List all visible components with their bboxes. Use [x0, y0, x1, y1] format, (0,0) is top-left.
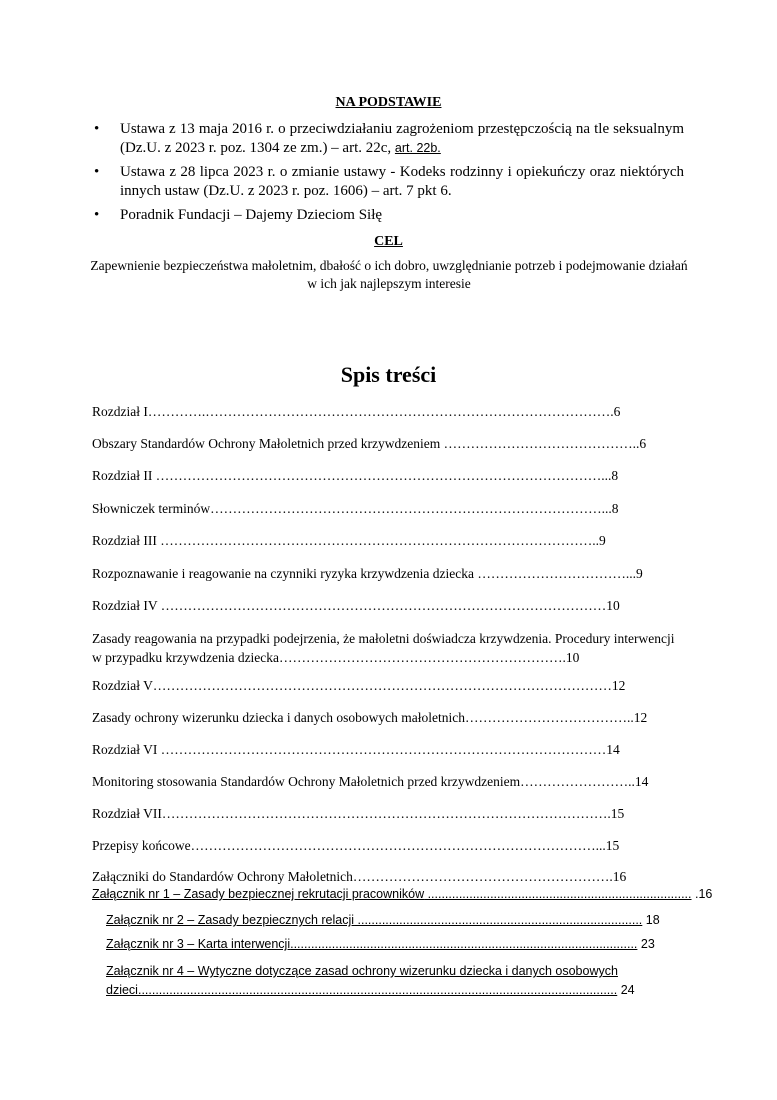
- toc-entry[interactable]: Zasady reagowania na przypadki podejrzenia, że małoletni doświadcza krzywdzenia. Procedury interwencji w przypadku krzywdzenia dziecka……………………………………………………….10: [92, 631, 675, 665]
- attachment-page: 24: [617, 983, 635, 997]
- attachment-dots: ............................................................................: [424, 887, 692, 901]
- bullet-icon: •: [94, 207, 100, 223]
- toc-entry[interactable]: Przepisy końcowe………………………………………………………………………………...15: [92, 838, 620, 853]
- article-link[interactable]: art. 22b.: [394, 141, 441, 155]
- bases-list: [92, 120, 684, 230]
- list-item: [92, 120, 684, 158]
- list-item: [92, 163, 684, 201]
- attachment-link-1[interactable]: [92, 887, 712, 901]
- toc-entry[interactable]: Rozdział V…………………………………………………………………………………………12: [92, 678, 626, 693]
- toc-entry[interactable]: Monitoring stosowania Standardów Ochrony Małoletnich przed krzywdzeniem……………………..14: [92, 774, 649, 789]
- goal-heading: CEL: [374, 234, 403, 249]
- toc-entry[interactable]: Rozdział I………….……………………………………………………………………………….6: [92, 404, 621, 419]
- toc-entry[interactable]: Załączniki do Standardów Ochrony Małoletnich………………………………………………….16: [92, 869, 627, 884]
- toc-entry[interactable]: Słowniczek terminów……………………………………………………………………………...8: [92, 501, 619, 516]
- base-text: Ustawa z 28 lipca 2023 r. o zmianie ustawy - Kodeks rodzinny i opiekuńczy oraz niektórych innych ustaw (Dz.U. z 2023 r. poz. 1606) – art. 7 pkt 6.: [120, 164, 684, 199]
- attachment-dots: ..................................................................................: [354, 913, 643, 927]
- attachment-link-3[interactable]: [106, 937, 655, 951]
- bullet-icon: •: [94, 164, 100, 180]
- base-text: Poradnik Fundacji – Dajemy Dzieciom Siłę: [120, 207, 383, 223]
- toc-entry[interactable]: Rozdział II ………………………………………………………………………………………...8: [92, 468, 619, 483]
- attachment-link-2[interactable]: [106, 913, 660, 927]
- attachment-label: Załącznik nr 1 – Zasady bezpiecznej rekrutacji pracowników: [92, 887, 425, 901]
- toc-entry[interactable]: Rozpoznawanie i reagowanie na czynniki ryzyka krzywdzenia dziecka ……………………………...9: [92, 566, 643, 581]
- attachment-page: 23: [637, 937, 655, 951]
- toc-entry[interactable]: Rozdział VI ………………………………………………………………………………………14: [92, 742, 620, 757]
- toc-entry[interactable]: Obszary Standardów Ochrony Małoletnich przed krzywdzeniem ……………………………………..6: [92, 436, 647, 451]
- toc-entry[interactable]: Rozdział IV ………………………………………………………………………………………10: [92, 598, 620, 613]
- attachment-dots: ....................................................................................................: [290, 937, 638, 951]
- toc-entry[interactable]: Rozdział VII……………………………………………………………………………………….15: [92, 806, 625, 821]
- attachment-page: .16: [691, 887, 713, 901]
- attachment-label: Załącznik nr 2 – Zasady bezpiecznych relacji: [106, 913, 355, 927]
- attachment-page: 18: [642, 913, 660, 927]
- attachment-link-4[interactable]: [106, 962, 686, 1000]
- bases-heading: NA PODSTAWIE: [335, 95, 442, 110]
- toc-entry[interactable]: Rozdział III ……………………………………………………………………………………..9: [92, 533, 606, 548]
- list-item: [92, 206, 684, 225]
- attachment-label: Załącznik nr 3 – Karta interwencji: [106, 937, 291, 951]
- attachment-label: Załącznik nr 4 – Wytyczne dotyczące zasad ochrony wizerunku dziecka i danych osobowych dzieci: [106, 964, 618, 997]
- goal-text: Zapewnienie bezpieczeństwa małoletnim, dbałość o ich dobro, uwzględnianie potrzeb i podejmowanie działań w ich jak najlepszym interesie: [90, 258, 688, 291]
- toc-entry[interactable]: Zasady ochrony wizerunku dziecka i danych osobowych małoletnich………………………………..12: [92, 710, 648, 725]
- toc-title: Spis treści: [340, 362, 437, 387]
- bullet-icon: •: [94, 121, 100, 137]
- base-text: Ustawa z 13 maja 2016 r. o przeciwdziałaniu zagrożeniom przestępczością na tle seksualnym (Dz.U. z 2023 r. poz. 1304 ze zm.) – art. 22c,: [120, 121, 684, 156]
- attachment-dots: ..........................................................................................................................................: [137, 983, 618, 997]
